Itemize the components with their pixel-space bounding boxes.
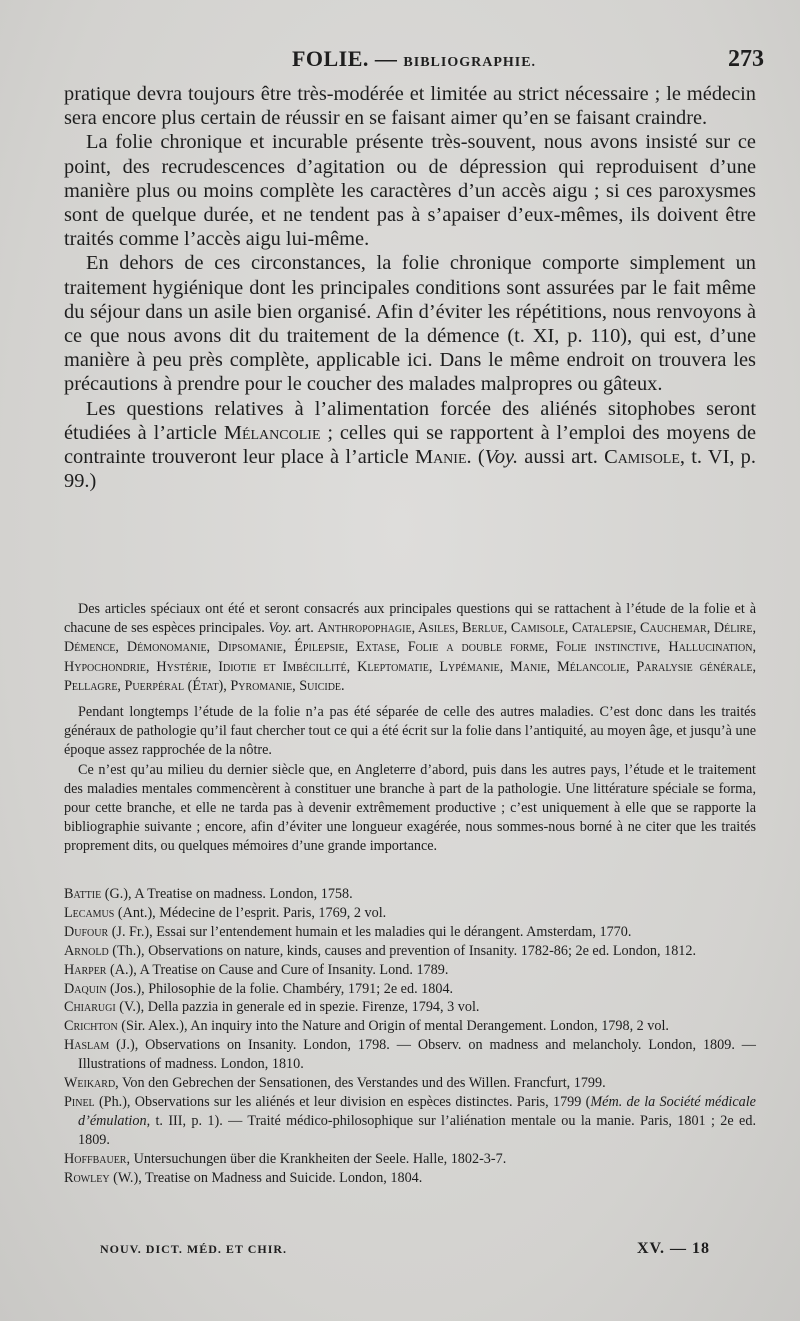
bib-text: (V.), Della pazzia in generale ed in spezie. Firenze, 1794, 3 vol. [115,999,480,1016]
bib-entry [64,1169,756,1188]
bib-entry [64,1017,756,1036]
bib-author: Haslam [64,1037,110,1054]
bib-text: (Ant.), Médecine de l’esprit. Paris, 1769, 2 vol. [114,904,387,921]
bib-entry [64,1074,756,1093]
header-section: BIBLIOGRAPHIE. [403,55,537,70]
main-text [64,82,756,493]
p4-ref-camisole: Camisole [604,446,680,469]
bib-text: (J. Fr.), Essai sur l’entendement humain et les maladies qui le dérangent. Amsterdam, 1770. [108,923,632,940]
bib-author: Battie [64,886,102,902]
bib-entry [64,1036,756,1074]
p4-text-c: . ( [466,446,485,469]
note-1-text-a: Des articles spéciaux ont été et seront consacrés aux principales questions qui se rattachent à l’étude de la folie et à chacune de ses espèces principales. [64,601,756,637]
bib-text: , Untersuchungen über die Krankheiten der Seele. Halle, 1802-3-7. [126,1150,507,1167]
bibliography [64,885,756,1188]
bib-author: Arnold [64,942,109,959]
p4-text-d: aussi art. [518,446,605,469]
bib-text: , t. III, p. 1). — Traité médico-philosophique sur l’aliénation mentale ou la manie. Paris, 1801 ; 2e ed. 1809. [78,1112,756,1148]
note-1-text-b: art. [291,620,318,637]
paragraph-1: pratique devra toujours être très-modérée et limitée au strict nécessaire ; le médecin sera encore plus certain de réussir en se faisant aimer qu’en se faisant craindre. [64,83,756,130]
bib-author: Chiarugi [64,999,116,1016]
p4-voy: Voy. [484,446,519,469]
bib-text: (Sir. Alex.), An inquiry into the Nature and Origin of mental Derangement. London, 1798, 2 vol. [117,1018,669,1035]
paragraph-3: En dehors de ces circonstances, la folie chronique comporte simplement un traitement hygiénique dont les principales conditions sont assurées par le fait même du séjour dans un asile bien organisé. Afin d’éviter les répétitions, nous renvoyons à ce que nous avons dit du traitement de la démence (t. XI, p. 110), qui est, d’une manière à peu près complète, applicable ici. Dans le même endroit on trouvera les précautions à prendre pour le coucher des malades malpropres ou gâteux. [64,252,756,396]
paragraph-2: La folie chronique et incurable présente très-souvent, nous avons insisté sur ce point, des recrudescences d’agitation ou de dépression qui reproduisent d’une manière plus ou moins complète les caractères d’un accès aigu ; si ces paroxysmes sont de quelque durée, et ne tendent pas à s’apaiser d’eux-mêmes, ils doivent être traités comme l’accès aigu lui-même. [64,131,756,251]
notes-section [64,600,756,857]
bib-author: Weikard [64,1075,116,1092]
bib-text: (A.), A Treatise on Cause and Cure of Insanity. Lond. 1789. [106,961,449,978]
bib-author: Hoffbauer [64,1150,127,1167]
note-1-article-list: Anthropophagie, Asiles, Berlue, Camisole, Catalepsie, Cauchemar, Délire, Démence, Démonomanie, Dipsomanie, Épilepsie, Extase, Folie a double forme, Folie instinctive, Hallucination, Hypochondrie, Hystérie, Idiotie et Imbécillité, Kleptomatie, Lypémanie, Manie, Mélancolie, Paralysie générale, Pellagre, Puerpéral (État), Pyromanie, Suicide. [64,620,756,694]
p4-text-b: ; celles qui se rapportent à l’emploi des moyens de contrainte trouveront leur place à l’article [64,421,756,469]
p4-text-e: , t. VI, p. 99.) [64,446,756,493]
bib-journal-title: Mém. de la Société médicale d’émulation [78,1093,756,1129]
bib-author: Crichton [64,1018,118,1035]
note-1-voy: Voy. [268,620,292,637]
bib-author: Pinel [64,1093,95,1110]
bib-author: Harper [64,961,107,978]
header-title-main: FOLIE. [291,46,369,71]
running-header [64,46,764,82]
header-dash: — [368,46,404,71]
bib-text: (Th.), Observations on nature, kinds, causes and prevention of Insanity. 1782-86; 2e ed. London, 1812. [108,942,697,959]
bib-text: (J.), Observations on Insanity. London, 1798. — Observ. on madness and melancholy. London, 1809. — Illustrations of madness. London, 1810. [78,1037,756,1073]
bib-entry [64,942,756,961]
paragraph-4 [64,397,756,494]
p4-ref-manie: Manie [414,446,467,469]
p4-text-a: Les questions relatives à l’alimentation forcée des aliénés sitophobes seront étudiées à l’article [64,397,756,444]
bib-entry [64,998,756,1017]
header-title [64,46,764,72]
bib-entry [64,980,756,999]
page-number: 273 [728,46,764,72]
note-1 [64,600,756,696]
bib-entry [64,923,756,942]
footer-volume-sheet: XV. — 18 [636,1240,710,1257]
bib-author: Daquin [64,980,107,997]
bib-text: (G.), A Treatise on madness. London, 1758. [101,886,353,902]
bib-text: , Von den Gebrechen der Sensationen, des Verstandes und des Willen. Francfurt, 1799. [115,1075,606,1092]
p4-ref-melancolie: Mélancolie [223,421,321,444]
page-footer [100,1240,710,1264]
bib-author: Lecamus [64,904,115,921]
bib-entry [64,904,756,923]
bib-entry [64,961,756,980]
bib-text: (W.), Treatise on Madness and Suicide. London, 1804. [109,1169,423,1186]
bib-author: Dufour [64,923,109,940]
bib-text: (Jos.), Philosophie de la folie. Chambéry, 1791; 2e ed. 1804. [106,980,454,997]
bib-text: (Ph.), Observations sur les aliénés et leur division en espèces distinctes. Paris, 1799 ( [94,1093,591,1110]
bib-entry [64,1150,756,1169]
footer-signature: NOUV. DICT. MÉD. ET CHIR. [100,1242,288,1256]
bib-entry [64,885,756,904]
bib-entry [64,1093,756,1150]
bib-author: Rowley [64,1169,110,1186]
note-3: Ce n’est qu’au milieu du dernier siècle que, en Angleterre d’abord, puis dans les autres pays, l’étude et le traitement des maladies mentales commencèrent à constituer une branche à part de la pathologie. Une littérature spéciale se forma, pour cette branche, et elle ne tarda pas à devenir extrêmement productive ; c’est uniquement à elle que se rapporte la bibliographie suivante ; encore, afin d’éviter une longueur exagérée, nous sommes-nous borné à ne citer que les traités proprement dits, ou quelques mémoires d’une grande importance. [64,761,756,855]
note-2: Pendant longtemps l’étude de la folie n’a pas été séparée de celle des autres maladies. C’est donc dans les traités généraux de pathologie qu’il faut chercher tout ce qui a été écrit sur la folie dans l’antiquité, au moyen âge, et jusqu’à une époque assez rapprochée de la nôtre. [64,704,756,759]
